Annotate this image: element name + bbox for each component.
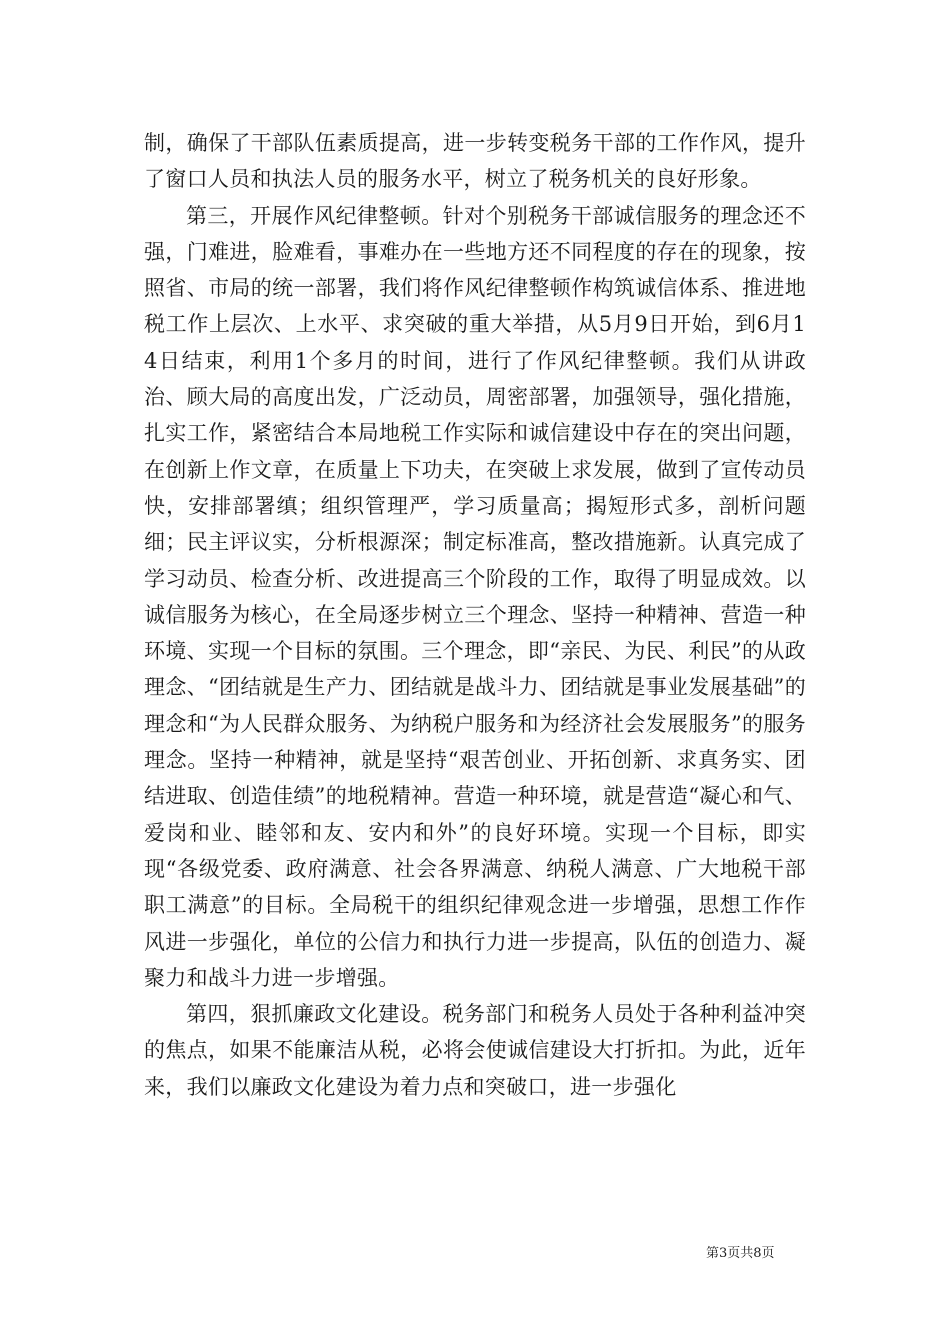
paragraph-third-point: 第三，开展作风纪律整顿。针对个别税务干部诚信服务的理念还不强，门难进，脸难看，事难办在一些地方还不同程度的存在的现象，按照省、市局的统一部署，我们将作风纪律整顿作构筑诚信体系、推进地税工作上层次、上水平、求突破的重大举措，从5月9日开始，到6月14日结束，利用1个多月的时间，进行了作风纪律整顿。我们从讲政治、顾大局的高度出发，广泛动员，周密部署，加强领导，强化措施，扎实工作，紧密结合本局地税工作实际和诚信建设中存在的突出问题，在创新上作文章，在质量上下功夫，在突破上求发展，做到了宣传动员快，安排部署缜；组织管理严，学习质量高；揭短形式多，剖析问题细；民主评议实，分析根源深；制定标准高，整改措施新。认真完成了学习动员、检查分析、改进提高三个阶段的工作，取得了明显成效。以诚信服务为核心，在全局逐步树立三个理念、坚持一种精神、营造一种环境、实现一个目标的氛围。三个理念，即“亲民、为民、利民”的从政理念、“团结就是生产力、团结就是战斗力、团结就是事业发展基础”的理念和“为人民群众服务、为纳税户服务和为经济社会发展服务”的服务理念。坚持一种精神，就是坚持“艰苦创业、开拓创新、求真务实、团结进取、创造佳绩”的地税精神。营造一种环境，就是营造“凝心和气、爱岗和业、睦邻和友、安内和外”的良好环境。实现一个目标，即实现“各级党委、政府满意、社会各界满意、纳税人满意、广大地税干部职工满意”的目标。全局税干的组织纪律观念进一步增强，思想工作作风进一步强化，单位的公信力和执行力进一步提高，队伍的创造力、凝聚力和战斗力进一步增强。 <box>144 203 806 990</box>
page-number-footer: 第3页共8页 <box>706 1246 775 1261</box>
body-text <box>144 125 806 1105</box>
paragraph-fourth-point: 第四，狠抓廉政文化建设。税务部门和税务人员处于各种利益冲突的焦点，如果不能廉洁从税，必将会使诚信建设大打折扣。为此，近年来，我们以廉政文化建设为着力点和突破口，进一步强化 <box>144 1002 806 1099</box>
paragraph-continuation: 制，确保了干部队伍素质提高，进一步转变税务干部的工作作风，提升了窗口人员和执法人员的服务水平，树立了税务机关的良好形象。 <box>144 131 806 192</box>
